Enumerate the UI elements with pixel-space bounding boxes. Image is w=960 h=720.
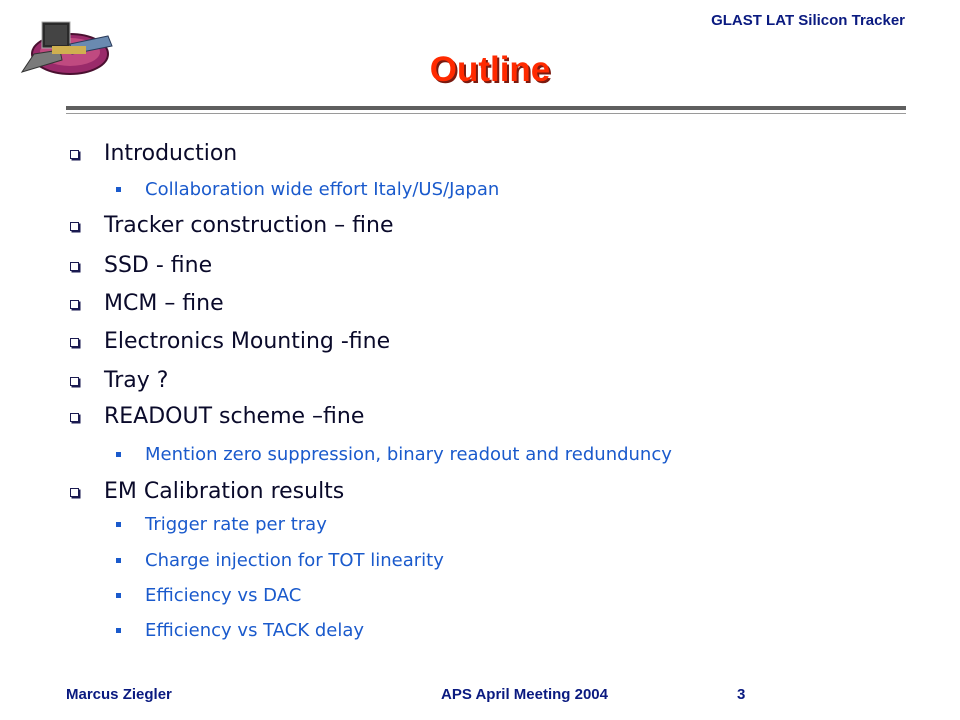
box-bullet-icon: [70, 488, 79, 497]
square-bullet-icon: [116, 558, 121, 563]
square-bullet-icon: [116, 452, 121, 457]
footer-author: Marcus Ziegler: [66, 686, 172, 703]
footer-event: APS April Meeting 2004: [441, 686, 608, 703]
footer-page-number: 3: [737, 686, 746, 703]
square-bullet-icon: [116, 187, 121, 192]
box-bullet-icon: [70, 300, 79, 309]
box-bullet-icon: [70, 338, 79, 347]
slide-title: Outline: [429, 50, 551, 89]
header-project-label: GLAST LAT Silicon Tracker: [711, 12, 905, 29]
box-bullet-icon: [70, 222, 79, 231]
square-bullet-icon: [116, 593, 121, 598]
box-bullet-icon: [70, 377, 79, 386]
box-bullet-icon: [70, 150, 79, 159]
box-bullet-icon: [70, 413, 79, 422]
outline-list: Introduction Collaboration wide effort Italy/US/Japan Tracker construction – fine SSD - fine MCM – fine Electronics Mounting -fine Tray ? READOUT scheme –fine Mention zero suppression, binary readout and redunduncy EM Calibration results Trigger rate per tray Charge injection for TOT linearity Efficiency vs DAC Efficiency vs TACK delay: [0, 0, 960, 720]
square-bullet-icon: [116, 522, 121, 527]
square-bullet-icon: [116, 628, 121, 633]
box-bullet-icon: [70, 262, 79, 271]
